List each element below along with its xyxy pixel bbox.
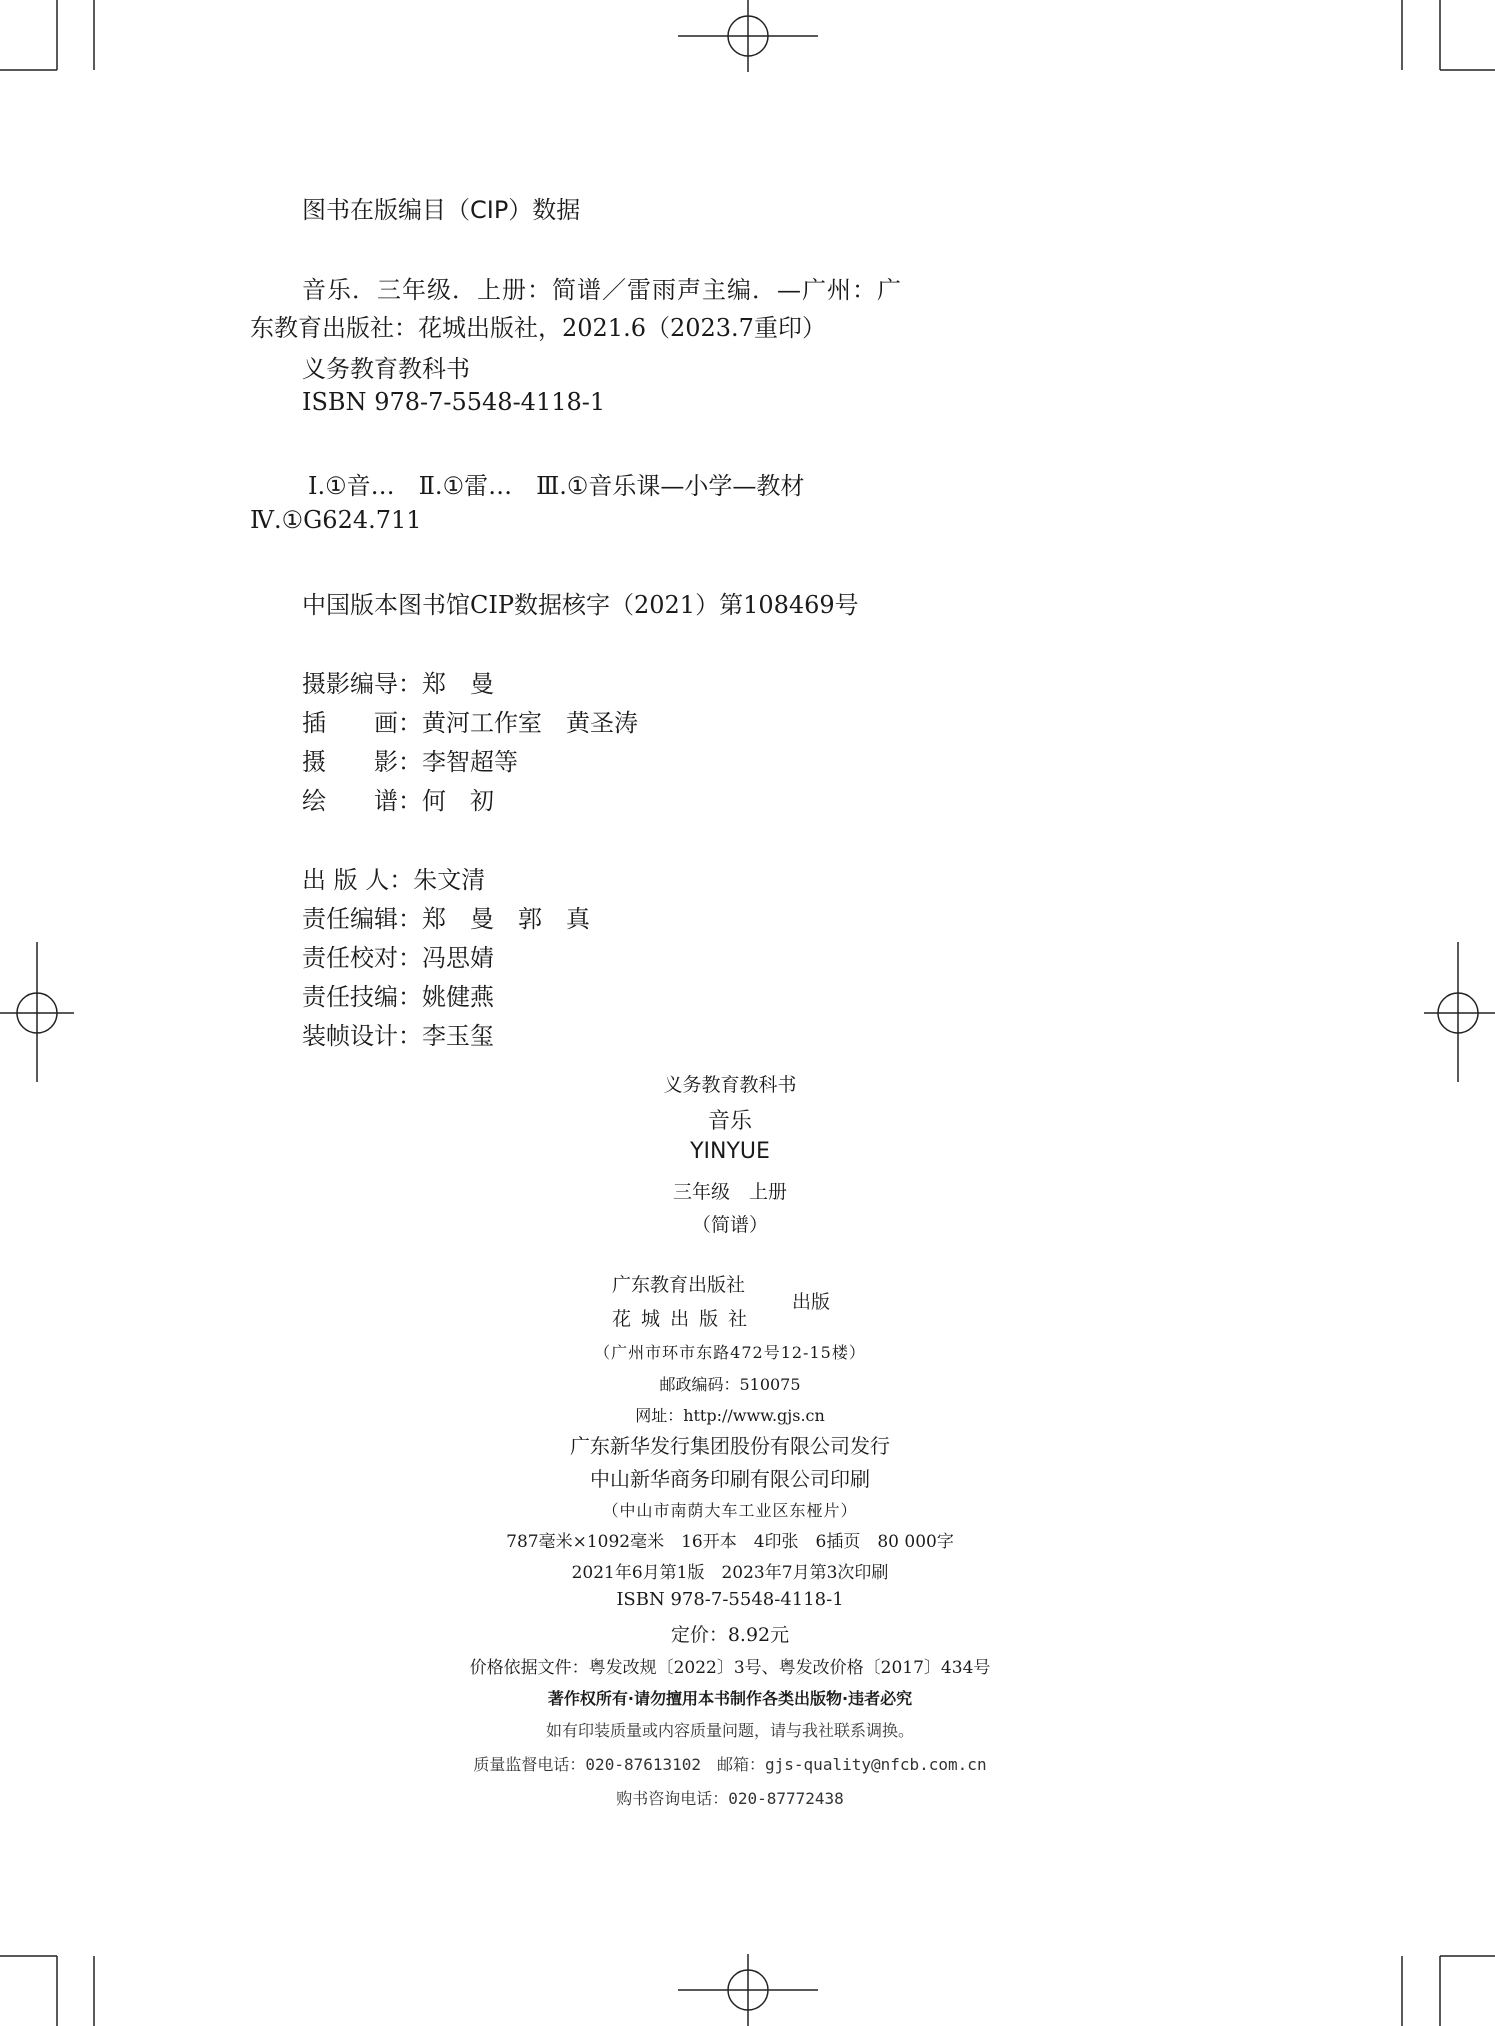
staff-label: 出 版 人： bbox=[302, 866, 414, 894]
publisher-address: （广州市环市东路472号12-15楼） bbox=[594, 1343, 866, 1362]
credit-value: 李智超等 bbox=[422, 748, 518, 776]
credit-value: 郑 曼 bbox=[422, 670, 494, 698]
colophon-edition: （简谱） bbox=[691, 1214, 768, 1236]
staff-value: 朱文清 bbox=[413, 866, 486, 894]
credit-label: 插 画： bbox=[302, 709, 422, 737]
book-specs: 787毫米×1092毫米 16开本 4印张 6插页 80 000字 bbox=[506, 1532, 954, 1552]
price: 定价：8.92元 bbox=[670, 1624, 790, 1646]
distributor: 广东新华发行集团股份有限公司发行 bbox=[570, 1434, 890, 1458]
cip-approval-number: 中国版本图书馆CIP数据核字（2021）第108469号 bbox=[302, 591, 859, 619]
cip-classification-1: Ⅰ.①音… Ⅱ.①雷… Ⅲ.①音乐课—小学—教材 bbox=[308, 472, 805, 500]
staff-label: 责任编辑： bbox=[302, 905, 422, 933]
publisher-name-2: 花 城 出 版 社 bbox=[612, 1308, 750, 1330]
colophon-isbn: ISBN 978-7-5548-4118-1 bbox=[616, 1589, 844, 1610]
credit-value: 何 初 bbox=[422, 787, 494, 815]
credit-row bbox=[302, 781, 494, 816]
credit-label: 绘 谱： bbox=[302, 787, 422, 815]
publish-word: 出版 bbox=[792, 1291, 831, 1313]
staff-row bbox=[302, 977, 494, 1012]
credit-row bbox=[302, 664, 494, 699]
cip-line-3: 义务教育教科书 bbox=[302, 355, 470, 383]
printer: 中山新华商务印刷有限公司印刷 bbox=[590, 1467, 870, 1491]
staff-row bbox=[302, 899, 590, 934]
cip-heading: 图书在版编目（CIP）数据 bbox=[302, 196, 581, 224]
credit-value: 黄河工作室 黄圣涛 bbox=[422, 709, 638, 737]
cip-line-2: 东教育出版社：花城出版社，2021.6（2023.7重印） bbox=[250, 314, 826, 342]
cip-isbn: ISBN 978-7-5548-4118-1 bbox=[302, 388, 606, 416]
staff-value: 李玉玺 bbox=[422, 1022, 494, 1050]
staff-value: 郑 曼 郭 真 bbox=[422, 905, 590, 933]
website: 网址：http://www.gjs.cn bbox=[635, 1406, 825, 1425]
cip-line-1: 音乐．三年级．上册：简谱／雷雨声主编．—广州：广 bbox=[302, 276, 902, 304]
credit-row bbox=[302, 703, 638, 738]
staff-label: 责任技编： bbox=[302, 983, 422, 1011]
copyright-notice: 著作权所有·请勿擅用本书制作各类出版物·违者必究 bbox=[547, 1689, 913, 1708]
cip-classification-2: Ⅳ.①G624.711 bbox=[250, 506, 422, 534]
staff-row bbox=[302, 1016, 494, 1051]
colophon-grade: 三年级 上册 bbox=[672, 1181, 787, 1203]
purchase-contact: 购书咨询电话：020-87772438 bbox=[616, 1789, 844, 1808]
printing-info: 2021年6月第1版 2023年7月第3次印刷 bbox=[571, 1563, 889, 1583]
staff-value: 姚健燕 bbox=[422, 983, 494, 1011]
colophon-series: 义务教育教科书 bbox=[663, 1074, 797, 1096]
credit-row bbox=[302, 742, 518, 777]
publisher-name-1: 广东教育出版社 bbox=[612, 1274, 746, 1296]
staff-label: 责任校对： bbox=[302, 944, 422, 972]
quality-note: 如有印装质量或内容质量问题，请与我社联系调换。 bbox=[545, 1721, 914, 1740]
credit-label: 摄 影： bbox=[302, 748, 422, 776]
staff-row bbox=[302, 860, 485, 895]
price-basis: 价格依据文件：粤发改规〔2022〕3号、粤发改价格〔2017〕434号 bbox=[469, 1658, 991, 1678]
staff-value: 冯思婧 bbox=[422, 944, 494, 972]
credit-label: 摄影编导： bbox=[302, 670, 422, 698]
postcode: 邮政编码：510075 bbox=[659, 1375, 801, 1394]
quality-contact: 质量监督电话：020-87613102 邮箱：gjs-quality@nfcb.com.cn bbox=[473, 1755, 987, 1774]
printer-address: （中山市南荫大车工业区东桠片） bbox=[602, 1501, 858, 1520]
staff-label: 装帧设计： bbox=[302, 1022, 422, 1050]
staff-row bbox=[302, 938, 494, 973]
colophon-pinyin: YINYUE bbox=[690, 1139, 770, 1164]
colophon-title: 音乐 bbox=[707, 1109, 752, 1134]
